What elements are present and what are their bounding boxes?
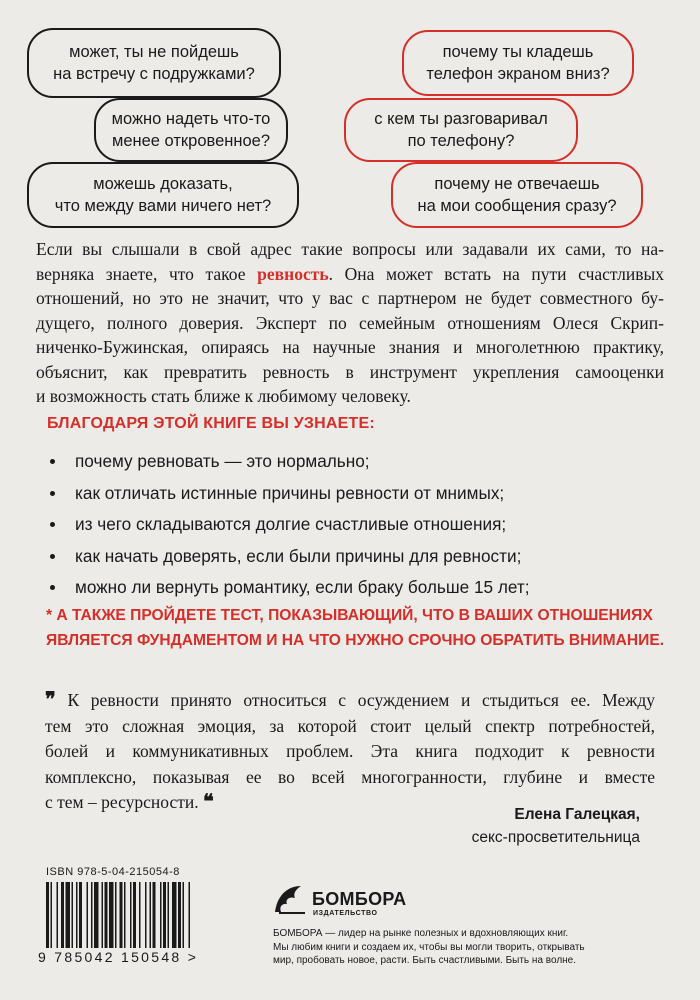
barcode-icon xyxy=(44,882,239,948)
speech-bubble-left-1 xyxy=(27,28,281,98)
bubble-text: что между вами ничего нет? xyxy=(54,197,272,215)
open-quote-icon: ❞ xyxy=(45,689,56,711)
speech-bubble-right-1 xyxy=(402,30,634,96)
bubble-text: по телефону? xyxy=(407,132,515,150)
bubble-text: почему не отвечаешь xyxy=(434,175,600,193)
publisher-subtitle: ИЗДАТЕЛЬСТВО xyxy=(313,910,378,917)
quote-author xyxy=(472,803,640,849)
intro-paragraph xyxy=(36,237,664,409)
bullet-icon xyxy=(50,585,55,590)
note-line: ЯВЛЯЕТСЯ ФУНДАМЕНТОМ И НА ЧТО НУЖНО СРОЧНО ОБРАТИТЬ ВНИМАНИЕ. xyxy=(46,632,665,649)
bullet-icon xyxy=(50,554,55,559)
list-item-text: из чего складываются долгие счастливые отношения; xyxy=(75,514,507,534)
speech-bubble-left-2 xyxy=(94,98,288,162)
bombora-wave-logo-icon xyxy=(273,882,307,916)
intro-line: и возможность стать ближе к любимому человеку. xyxy=(36,386,411,406)
quote-line: болей и коммуникативных проблем. Эта книга подходит к ревности xyxy=(45,741,655,761)
intro-line xyxy=(36,262,664,287)
quote-line: тем это сложная эмоция, за которой стоит целый спектр потребностей, xyxy=(45,715,655,736)
bullet-icon xyxy=(50,459,55,464)
highlight-word: ревность xyxy=(257,263,329,284)
speech-bubble-left-3 xyxy=(27,162,299,228)
bubble-text: менее откровенное? xyxy=(111,132,271,150)
quote-text: с тем – ресурсности. xyxy=(45,792,199,812)
author-name: Елена Галецкая, xyxy=(514,806,640,823)
list-item xyxy=(50,514,530,546)
barcode-digits: 9 785042 150548 > xyxy=(38,949,199,965)
intro-line: дущего, полного доверия. Эксперт по семейным отношениям Олеся Скрип- xyxy=(36,312,664,333)
list-item-text: как отличать истинные причины ревности от мнимых; xyxy=(75,482,505,503)
isbn-text: ISBN 978-5-04-215054-8 xyxy=(46,866,180,878)
bullet-icon xyxy=(50,491,55,496)
publisher-blurb xyxy=(273,927,673,968)
bubble-text: можно надеть что-то xyxy=(111,110,271,128)
bubble-text: почему ты кладешь xyxy=(442,43,594,61)
intro-line: ниченко-Бужинская, опираясь на научные знания и многолетнюю практику, xyxy=(36,337,664,357)
intro-line: Если вы слышали в свой адрес такие вопросы или задавали их сами, то на- xyxy=(36,239,664,259)
list-item-text: можно ли вернуть романтику, если браку больше 15 лет; xyxy=(75,577,530,597)
testimonial-quote xyxy=(45,688,655,816)
blurb-line: Мы любим книги и создаем их, чтобы вы могли творить, открывать xyxy=(273,941,585,953)
publisher-name: БОМБОРА xyxy=(312,889,407,909)
speech-bubble-right-2 xyxy=(344,98,578,162)
list-item xyxy=(50,546,530,578)
bubble-text: на встречу с подружками? xyxy=(53,65,255,83)
list-item xyxy=(50,451,530,483)
learn-heading: БЛАГОДАРЯ ЭТОЙ КНИГЕ ВЫ УЗНАЕТЕ: xyxy=(47,415,375,432)
test-note xyxy=(46,603,666,653)
intro-line: отношений, но это не значит, что у вас с партнером не будет совместного бу- xyxy=(36,288,664,308)
speech-bubble-right-3 xyxy=(391,162,643,228)
intro-line: объяснит, как превратить ревность в инструмент укрепления самооценки xyxy=(36,361,664,382)
learn-list xyxy=(50,451,530,609)
intro-text: верняка знаете, что такое xyxy=(36,263,258,284)
blurb-line: БОМБОРА — лидер на рынке полезных и вдохновляющих книг. xyxy=(273,928,569,939)
author-role: секс-просветительница xyxy=(471,829,640,846)
bubble-text: с кем ты разговаривал xyxy=(374,110,548,128)
list-item xyxy=(50,483,530,515)
bubble-text: на мои сообщения сразу? xyxy=(417,197,617,215)
note-line: * А ТАКЖЕ ПРОЙДЕТЕ ТЕСТ, ПОКАЗЫВАЮЩИЙ, ЧТО В ВАШИХ ОТНОШЕНИЯХ xyxy=(46,607,653,624)
intro-text: . Она может встать на пути счастливых xyxy=(328,263,664,284)
close-quote-icon: ❝ xyxy=(202,791,214,813)
quote-line: комплексно, показывая ее во всей многогранности, глубине и вместе xyxy=(45,766,655,787)
bullet-icon xyxy=(50,522,55,527)
list-item-text: как начать доверять, если были причины для ревности; xyxy=(75,545,522,566)
bubble-text: можешь доказать, xyxy=(93,175,233,193)
blurb-line: мир, пробовать новое, расти. Быть счастливыми. Быть на волне. xyxy=(273,955,577,966)
quote-line xyxy=(45,688,655,714)
bubble-text: телефон экраном вниз? xyxy=(426,65,610,83)
list-item-text: почему ревновать — это нормально; xyxy=(75,451,370,471)
quote-text: К ревности принято относиться с осуждением и стыдиться ее. Между xyxy=(67,690,656,710)
bubble-text: может, ты не пойдешь xyxy=(69,43,239,61)
